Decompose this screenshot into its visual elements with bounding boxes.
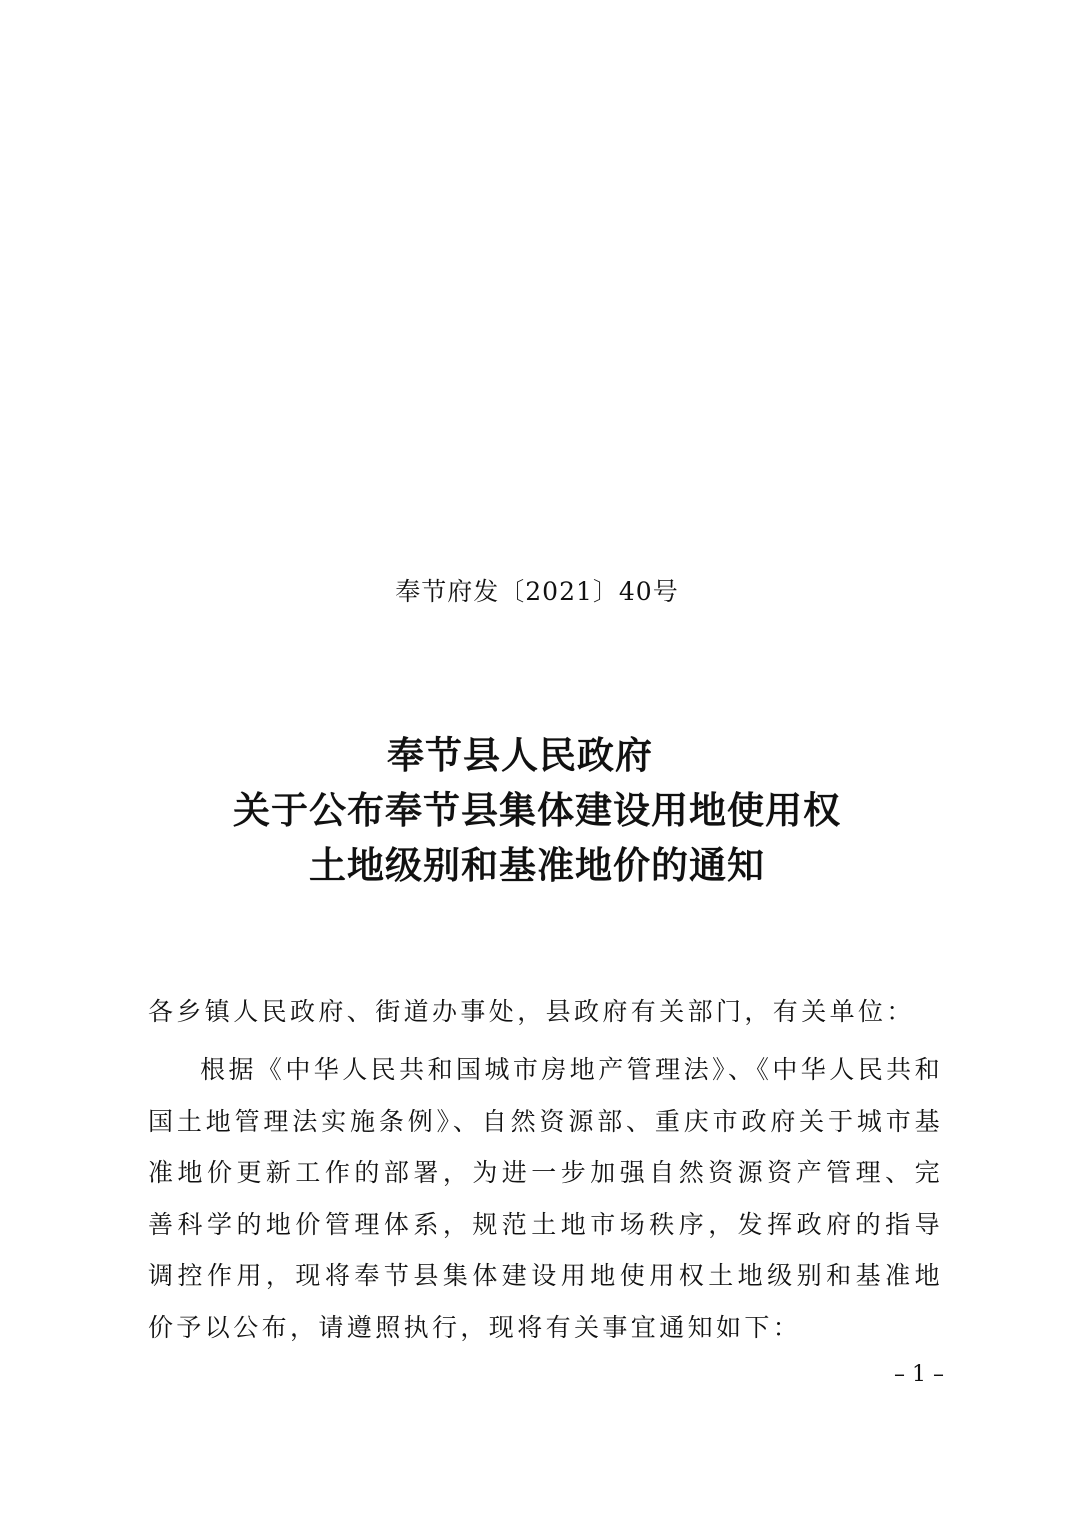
title-line-issuer: 奉节县人民政府 (387, 734, 653, 777)
salutation: 各乡镇人民政府、街道办事处，县政府有关部门，有关单位： (148, 997, 915, 1026)
title-line-subject-cont: 土地级别和基准地价的通知 (309, 844, 765, 887)
body-paragraph: 根据《中华人民共和国城市房地产管理法》、《中华人民共和国土地管理法实施条例》、自然资源部、重庆市政府关于城市基准地价更新工作的部署，为进一步加强自然资源资产管理、完善科学的地价管理体系，规范土地市场秩序，发挥政府的指导调控作用，现将奉节县集体建设用地使用权土地级别和基准地价予以公布，请遵照执行，现将有关事宜通知如下： (148, 1055, 943, 1342)
title-line-subject: 关于公布奉节县集体建设用地使用权 (233, 789, 841, 832)
document-title (0, 728, 1074, 893)
page-number: – 1 – (894, 1362, 944, 1387)
document-number: 奉节府发〔2021〕40号 (395, 577, 679, 606)
